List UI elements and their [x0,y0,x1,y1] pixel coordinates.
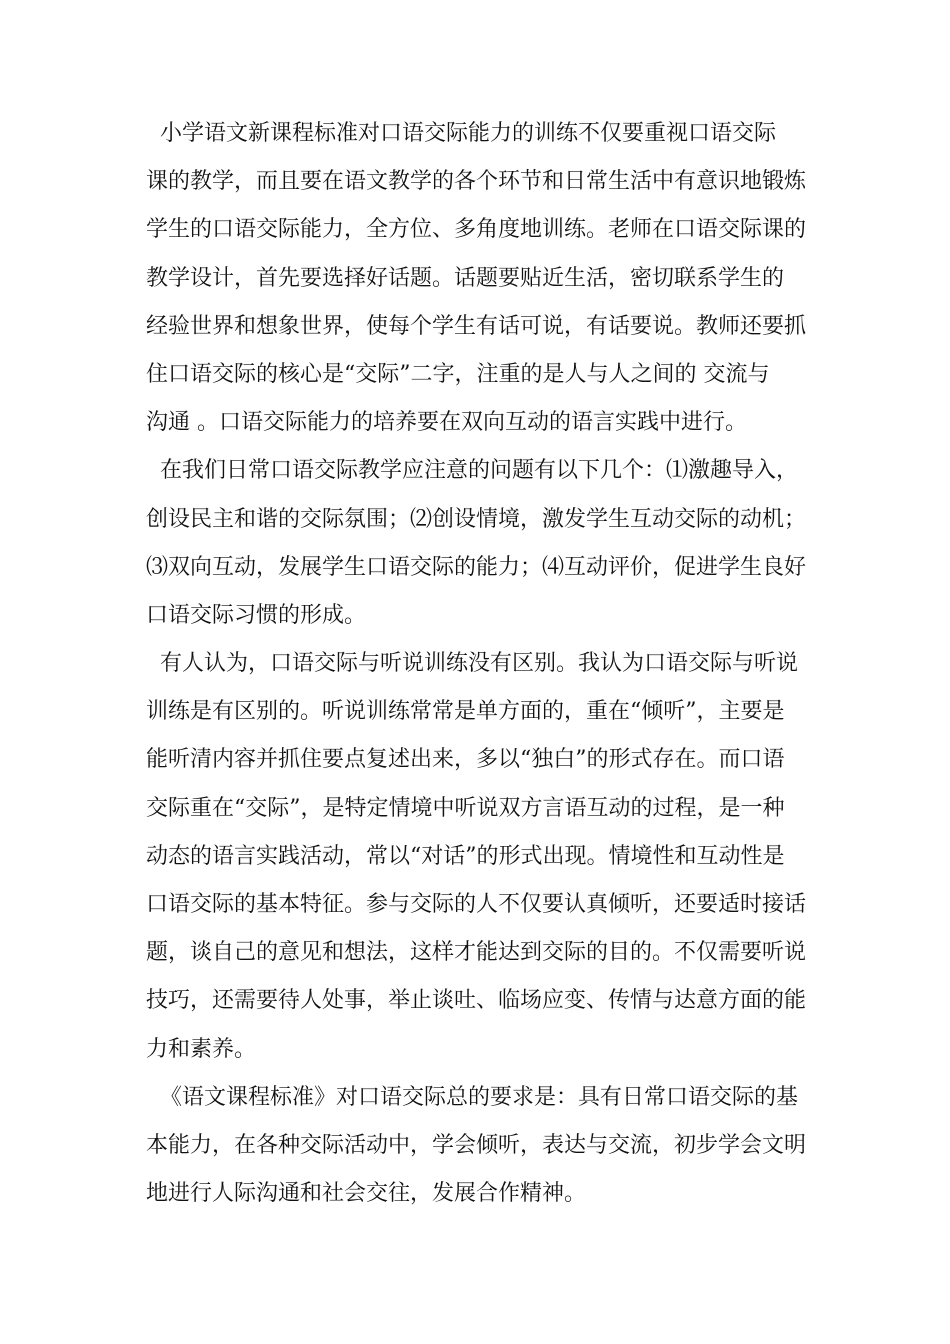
text-line: 训练是有区别的。听说训练常常是单方面的，重在“倾听”，主要是 [146,699,785,725]
text-line: 在我们日常口语交际教学应注意的问题有以下几个：⑴激趣导入， [146,458,798,484]
text-line: 交际重在“交际”，是特定情境中听说双方言语互动的过程，是一种 [146,795,785,821]
text-line: 《语文课程标准》对口语交际总的要求是：具有日常口语交际的基 [146,1084,798,1110]
text-line: 住口语交际的核心是“交际”二字，注重的是人与人之间的 交流与 [146,361,770,387]
text-line: 学生的口语交际能力，全方位、多角度地训练。老师在口语交际课的 [146,217,807,243]
text-line: 教学设计，首先要选择好话题。话题要贴近生活，密切联系学生的 [146,265,785,291]
text-line: 地进行人际沟通和社会交往，发展合作精神。 [146,1181,587,1207]
document-body [146,110,826,1218]
paragraph-2 [146,447,826,640]
text-line: 口语交际的基本特征。参与交际的人不仅要认真倾听，还要适时接话 [146,892,807,917]
text-line: 本能力，在各种交际活动中，学会倾听，表达与交流，初步学会文明 [146,1132,807,1158]
text-line: 动态的语言实践活动，常以“对话”的形式出现。情境性和互动性是 [146,843,785,869]
text-line: 题，谈自己的意见和想法，这样才能达到交际的目的。不仅需要听说 [146,940,807,966]
text-line: 口语交际习惯的形成。 [146,602,367,628]
text-line: 创设民主和谐的交际氛围；⑵创设情境，激发学生互动交际的动机； [146,506,807,532]
text-line: 能听清内容并抓住要点复述出来，多以“独白”的形式存在。而口语 [146,747,785,773]
text-line: 沟通 。口语交际能力的培养要在双向互动的语言实践中进行。 [146,410,747,436]
paragraph-3 [146,640,826,1074]
text-line: 经验世界和想象世界，使每个学生有话可说，有话要说。教师还要抓 [146,313,807,339]
text-line: 力和素养。 [146,1036,257,1062]
text-line: 课的教学，而且要在语文教学的各个环节和日常生活中有意识地锻炼 [146,169,807,195]
text-line: 小学语文新课程标准对口语交际能力的训练不仅要重视口语交际 [146,121,776,146]
text-line: ⑶双向互动，发展学生口语交际的能力；⑷互动评价，促进学生良好 [146,554,807,580]
paragraph-4 [146,1074,826,1219]
paragraph-1 [146,110,826,447]
text-line: 技巧，还需要待人处事，举止谈吐、临场应变、传情与达意方面的能 [146,988,807,1014]
text-line: 有人认为，口语交际与听说训练没有区别。我认为口语交际与听说 [146,651,798,677]
